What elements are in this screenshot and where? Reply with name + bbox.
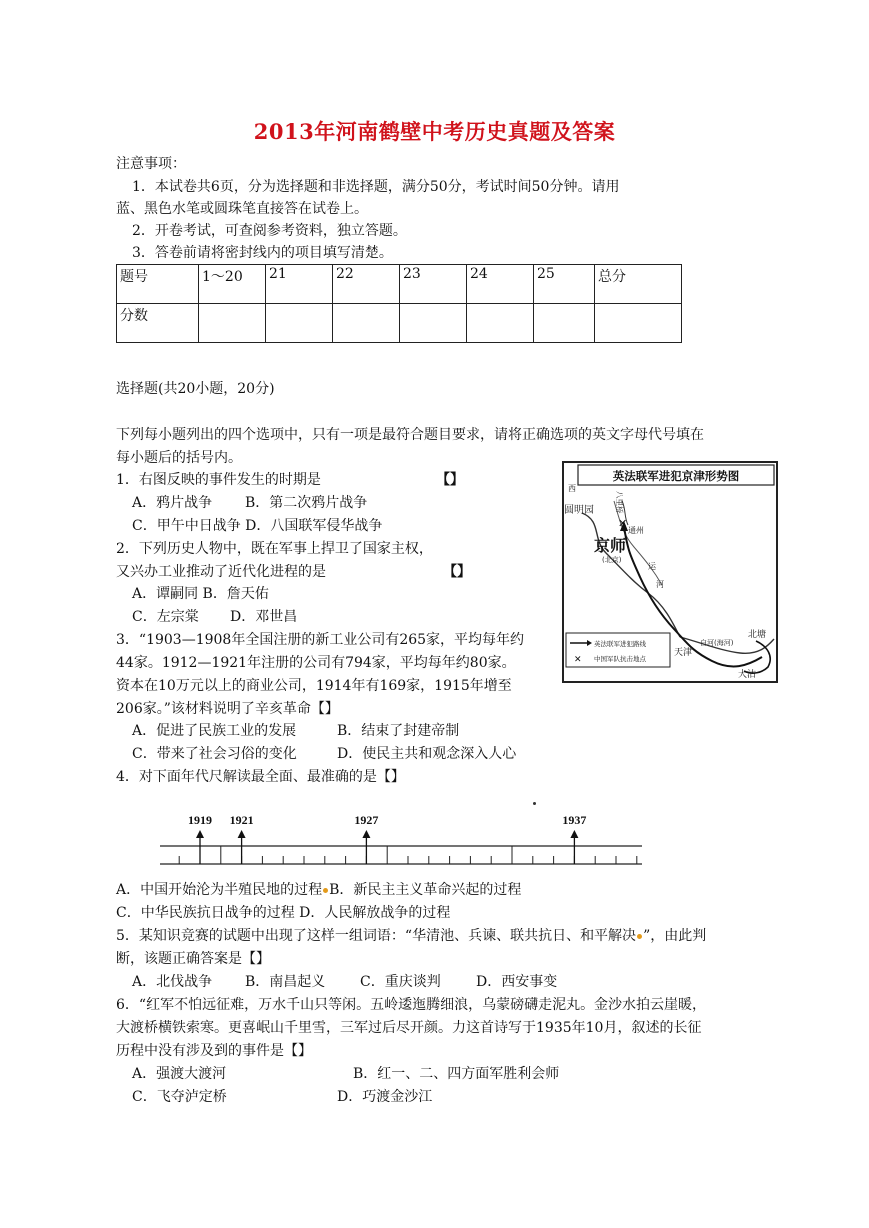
table-header: 23 — [400, 265, 467, 304]
score-input-cell[interactable] — [467, 304, 534, 343]
q6-option-a[interactable]: A．强渡大渡河 — [132, 1066, 227, 1082]
q6-option-d[interactable]: D．巧渡金沙江 — [337, 1089, 433, 1105]
q1-option-a[interactable]: A．鸦片战争 — [132, 495, 213, 511]
q3-option-a[interactable]: A．促进了民族工业的发展 — [132, 723, 297, 739]
q3-option-b[interactable]: B．结束了封建帝制 — [337, 723, 460, 739]
q5-option-b[interactable]: B．南昌起义 — [245, 974, 326, 990]
timeline-arrow-icon — [570, 830, 578, 838]
q5-option-c[interactable]: C．重庆谈判 — [360, 974, 441, 990]
score-input-cell[interactable] — [199, 304, 266, 343]
section-instruction-cont: 每小题后的括号内。 — [116, 450, 242, 466]
q6-stem-2: 大渡桥横铁索寒。更喜岷山千里雪，三军过后尽开颜。力这首诗写于1935年10月，叙述的长征 — [116, 1020, 702, 1036]
map-label-dagu: 大沽 — [738, 670, 757, 680]
q1-option-cd[interactable]: C．甲午中日战争 D．八国联军侵华战争 — [132, 518, 383, 534]
q5-stem-1-end: ”，由此判 — [643, 928, 707, 944]
table-header: 题号 — [117, 265, 199, 304]
q4-stem: 4．对下面年代尺解读最全面、最准确的是【】 — [116, 769, 405, 785]
q6-option-c[interactable]: C．飞夺泸定桥 — [132, 1089, 227, 1105]
q3-stem-3: 资本在10万元以上的商业公司，1914年有169家，1915年增至 — [116, 678, 512, 694]
q5-option-d[interactable]: D．西安事变 — [476, 974, 558, 990]
timeline-year-label: 1919 — [188, 813, 212, 827]
table-header: 21 — [266, 265, 333, 304]
q2-answer-bracket[interactable]: 【】 — [443, 564, 471, 580]
map-label-beijing: (北京) — [602, 556, 622, 564]
q6-stem-3: 历程中没有涉及到的事件是【】 — [116, 1043, 312, 1059]
q1-answer-bracket[interactable]: 【】 — [436, 472, 464, 488]
q1-stem: 1．右图反映的事件发生的时期是 — [116, 472, 321, 488]
map-label-yuanmingyuan: 圆明园 — [564, 505, 594, 516]
q2-option-c[interactable]: C．左宗棠 — [132, 609, 199, 625]
historical-map — [562, 461, 778, 683]
map-legend-route: 英法联军进犯路线 — [594, 640, 646, 648]
timeline-year-label: 1921 — [229, 813, 254, 827]
table-header: 25 — [534, 265, 595, 304]
q4-option-b[interactable]: B．新民主主义革命兴起的过程 — [329, 882, 522, 898]
q3-stem-4: 206家。”该材料说明了辛亥革命【】 — [116, 701, 339, 717]
timeline-year-label: 1937 — [562, 813, 587, 827]
score-input-cell[interactable] — [595, 304, 682, 343]
notice-item-1: 1．本试卷共6页，分为选择题和非选择题，满分50分，考试时间50分钟。请用 — [132, 179, 620, 195]
q2-stem: 2．下列历史人物中，既在军事上捍卫了国家主权， — [116, 541, 433, 557]
map-label-west: 西 — [568, 484, 576, 493]
score-input-cell[interactable] — [534, 304, 595, 343]
map-label-tongzhou: 通州 — [628, 526, 644, 535]
table-cell: 分数 — [117, 304, 199, 343]
score-input-cell[interactable] — [266, 304, 333, 343]
page-title: 2013年河南鹤壁中考历史真题及答案 — [253, 119, 616, 144]
table-header: 24 — [467, 265, 534, 304]
q1-option-b[interactable]: B．第二次鸦片战争 — [245, 495, 368, 511]
table-header: 22 — [333, 265, 400, 304]
q2-stem-cont: 又兴办工业推动了近代化进程的是 — [116, 564, 326, 580]
map-label-he: 河 — [656, 580, 664, 589]
timeline-arrow-icon — [238, 830, 246, 838]
q6-stem-1: 6．“红军不怕远征难，万水千山只等闲。五岭逶迤腾细浪，乌蒙磅礴走泥丸。金沙水拍云崖暖， — [116, 997, 707, 1013]
q4-option-cd[interactable]: C．中华民族抗日战争的过程 D．人民解放战争的过程 — [116, 905, 451, 921]
q5-stem-1: 5．某知识竞赛的试题中出现了这样一组词语：“华清池、兵谏、联共抗日、和平解决 — [116, 928, 637, 944]
orange-dot — [637, 934, 642, 939]
q6-option-b[interactable]: B．红一、二、四方面军胜利会师 — [353, 1066, 560, 1082]
notice-item-1-cont: 蓝、黑色水笔或圆珠笔直接答在试卷上。 — [116, 201, 368, 217]
score-input-cell[interactable] — [400, 304, 467, 343]
q2-option-d[interactable]: D．邓世昌 — [230, 609, 298, 625]
timeline-arrow-icon — [362, 830, 370, 838]
timeline-arrow-icon — [196, 830, 204, 838]
table-header: 1～20 — [199, 265, 266, 304]
map-title: 英法联军进犯京津形势图 — [612, 469, 740, 483]
map-legend-battle: 中国军队抗击地点 — [594, 655, 646, 663]
score-input-cell[interactable] — [333, 304, 400, 343]
orange-dot — [323, 888, 328, 893]
timeline-ruler — [160, 800, 700, 870]
timeline-year-label: 1927 — [354, 813, 379, 827]
section-heading: 选择题(共20小题，20分) — [116, 381, 275, 397]
battle-marker-icon: ✕ — [618, 517, 628, 530]
q5-stem-2: 断，该题正确答案是【】 — [116, 951, 270, 967]
map-label-baliqiao: 八里桥 — [615, 491, 624, 514]
map-label-tianjin: 天津 — [674, 648, 693, 658]
notice-item-3: 3．答卷前请将密封线内的项目填写清楚。 — [132, 245, 393, 261]
map-label-yun: 运 — [648, 562, 656, 571]
notice-item-2: 2．开卷考试，可查阅参考资料，独立答题。 — [132, 223, 407, 239]
q3-stem-1: 3．“1903—1908年全国注册的新工业公司有265家，平均每年约 — [116, 632, 525, 648]
q3-option-d[interactable]: D．使民主共和观念深入人心 — [337, 746, 517, 762]
score-table — [116, 264, 682, 343]
table-header: 总分 — [595, 265, 682, 304]
q3-stem-2: 44家。1912—1921年注册的公司有794家，平均每年约80家。 — [116, 655, 516, 671]
q2-option-ab[interactable]: A．谭嗣同 B．詹天佑 — [132, 586, 269, 602]
section-instruction: 下列每小题列出的四个选项中，只有一项是最符合题目要求，请将正确选项的英文字母代号填在 — [116, 427, 704, 443]
q5-option-a[interactable]: A．北伐战争 — [132, 974, 213, 990]
map-label-jingshi: 京师 — [594, 536, 627, 555]
battle-marker-icon: ✕ — [574, 655, 582, 665]
map-label-baihe: 白河(海河) — [700, 639, 734, 647]
q3-option-c[interactable]: C．带来了社会习俗的变化 — [132, 746, 297, 762]
notice-heading: 注意事项： — [116, 156, 186, 172]
q4-option-a[interactable]: A．中国开始沦为半殖民地的过程 — [116, 882, 323, 898]
map-label-beitang: 北塘 — [748, 630, 767, 640]
